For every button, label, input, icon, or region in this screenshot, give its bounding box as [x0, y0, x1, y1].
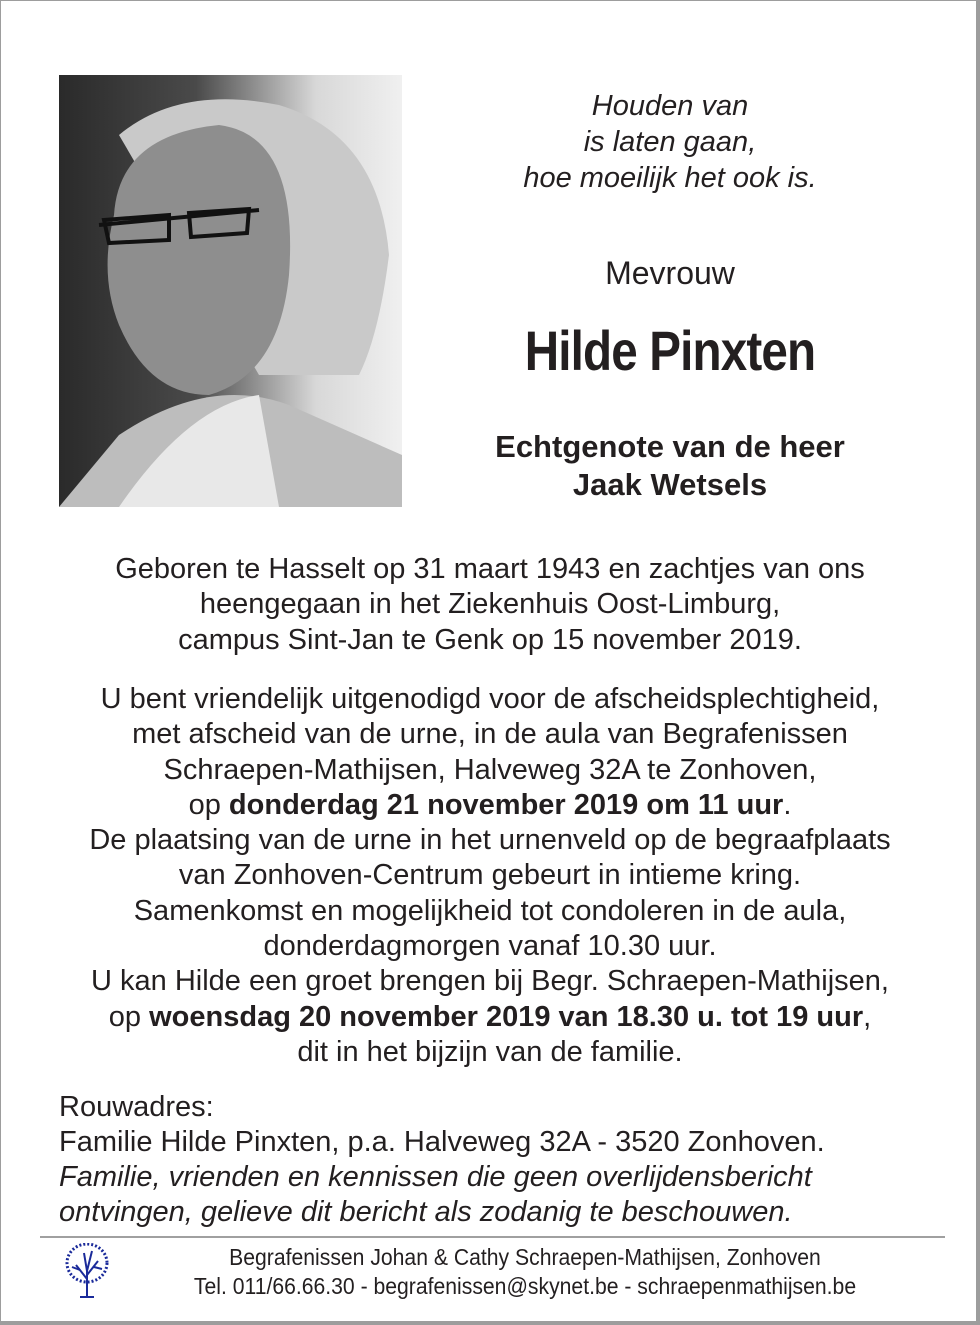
note-line: Familie, vrienden en kennissen die geen overlijdensbericht — [59, 1161, 812, 1193]
text-line: van Zonhoven-Centrum gebeurt in intieme kring. — [178, 859, 802, 892]
quote-line: is laten gaan, — [583, 126, 757, 158]
visitation-date: woensdag 20 november 2019 van 18.30 u. tot 19 uur — [149, 1000, 864, 1033]
text-line: campus Sint-Jan te Genk op 15 november 2019. — [178, 623, 802, 656]
text-line: dit in het bijzijn van de familie. — [297, 1035, 683, 1068]
ceremony-date: donderdag 21 november 2019 om 11 uur — [228, 788, 784, 821]
text-line: Samenkomst en mogelijkheid tot condoleren in de aula, — [133, 894, 847, 927]
mourning-address — [59, 1090, 939, 1230]
text: , — [863, 1000, 872, 1033]
text-line: De plaatsing van de urne in het urnenveld op de begraafplaats — [89, 824, 891, 857]
divider — [40, 1236, 945, 1238]
text-line: U kan Hilde een groet brengen bij Begr. Schraepen-Mathijsen, — [91, 965, 889, 998]
spouse-name: Jaak Wetsels — [572, 467, 768, 502]
funeral-home-footer — [143, 1243, 907, 1301]
text: op — [188, 788, 229, 821]
text: . — [783, 788, 792, 821]
text-line: Schraepen-Mathijsen, Halveweg 32A te Zonhoven, — [163, 753, 817, 786]
text-line: met afscheid van de urne, in de aula van Begrafenissen — [132, 718, 848, 751]
text-line: donderdagmorgen vanaf 10.30 uur. — [263, 930, 717, 963]
quote — [430, 88, 910, 196]
birth-paragraph — [40, 552, 940, 658]
address-label: Rouwadres: — [59, 1091, 214, 1123]
spouse — [430, 428, 910, 504]
funeral-home-contact: Tel. 011/66.66.30 - begrafenissen@skynet.be - schraepenmathijsen.be — [193, 1273, 857, 1299]
visitation-date-line — [40, 1000, 940, 1035]
text-line: heengegaan in het Ziekenhuis Oost-Limburg, — [199, 588, 781, 621]
address-line: Familie Hilde Pinxten, p.a. Halveweg 32A - 3520 Zonhoven. — [59, 1126, 825, 1158]
spouse-line: Echtgenote van de heer — [495, 429, 845, 464]
portrait-photo — [59, 75, 402, 507]
funeral-home-name: Begrafenissen Johan & Cathy Schraepen-Mathijsen, Zonhoven — [229, 1244, 821, 1270]
quote-line: hoe moeilijk het ook is. — [523, 162, 817, 194]
invitation-paragraph — [40, 682, 940, 1070]
text-line: U bent vriendelijk uitgenodigd voor de afscheidsplechtigheid, — [100, 683, 880, 715]
text-line: Geboren te Hasselt op 31 maart 1943 en zachtjes van ons — [115, 553, 865, 585]
text: op — [108, 1000, 150, 1033]
tree-logo-icon — [62, 1243, 112, 1304]
deceased-name: Hilde Pinxten — [524, 319, 816, 382]
note-line: ontvingen, gelieve dit bericht als zodanig te beschouwen. — [59, 1196, 793, 1228]
ceremony-date-line — [40, 788, 940, 823]
honorific: Mevrouw — [605, 255, 735, 291]
quote-line: Houden van — [591, 90, 749, 122]
